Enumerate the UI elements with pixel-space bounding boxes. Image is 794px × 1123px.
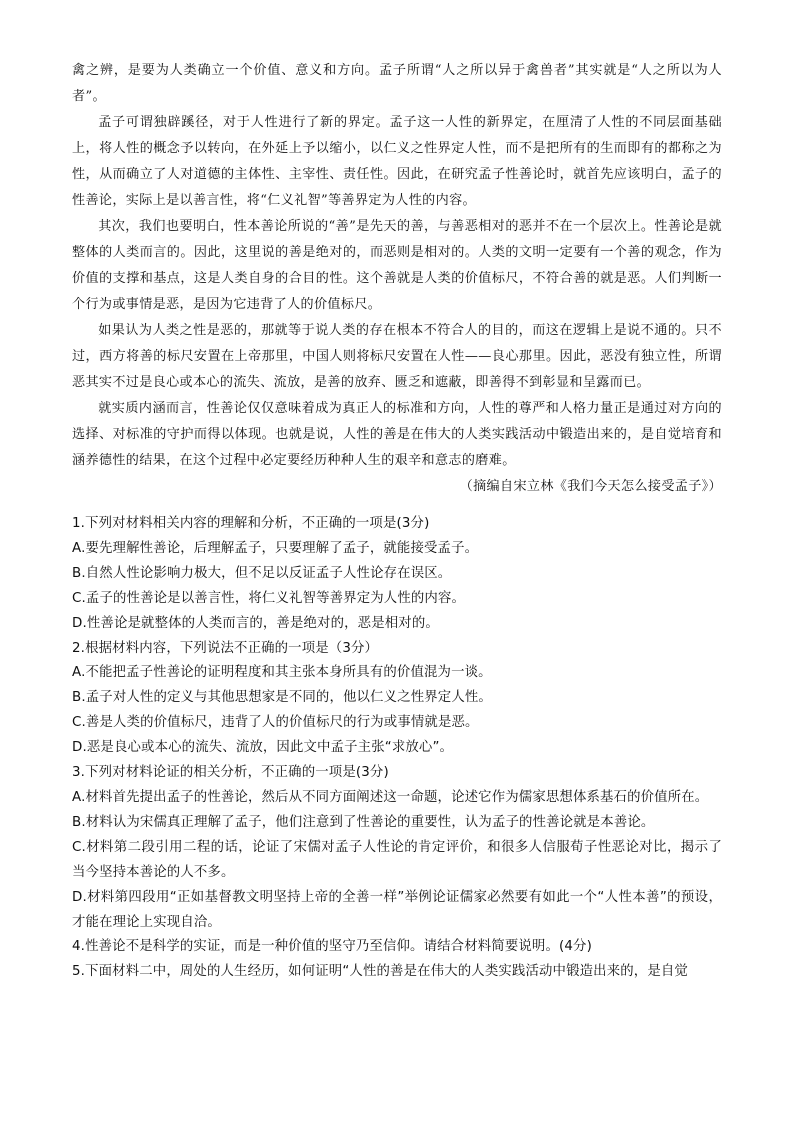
question-3-option-d: D.材料第四段用“正如基督教文明坚持上帝的全善一样”举例论证儒家必然要有如此一个“人性本善”的预设，才能在理论上实现自洽。 — [72, 889, 722, 930]
passage-source: （摘编自宋立林《我们今天怎么接受孟子》） — [459, 479, 722, 494]
passage-paragraph-4: 如果认为人类之性是恶的，那就等于说人类的存在根本不符合人的目的，而这在逻辑上是说不通的。只不过，西方将善的标尺安置在上帝那里，中国人则将标尺安置在人性——良心那里。因此，恶没有独立性，所谓恶其实不过是良心或本心的流失、流放，是善的放弃、匮乏和遮蔽，即善得不到彰显和呈露而已。 — [72, 323, 722, 390]
question-3-option-b: B.材料认为宋儒真正理解了孟子，他们注意到了性善论的重要性，认为孟子的性善论就是本善论。 — [72, 814, 655, 830]
passage-paragraph-3: 其次，我们也要明白，性本善论所说的“善”是先天的善，与善恶相对的恶并不在一个层次上。性善论是就整体的人类而言的。因此，这里说的善是绝对的，而恶则是相对的。人类的文明一定要有一个善的观念，作为价值的支撑和基点，这是人类自身的合目的性。这个善就是人类的价值标尺，不符合善的就是恶。人们判断一个行为或事情是恶，是因为它违背了人的价值标尺。 — [72, 219, 722, 312]
question-1-option-c: C.孟子的性善论是以善言性，将仁义礼智等善界定为人性的内容。 — [72, 590, 466, 606]
question-3-stem: 3.下列对材料论证的相关分析，不正确的一项是(3分) — [72, 765, 389, 781]
question-1-option-a: A.要先理解性善论，后理解孟子，只要理解了孟子，就能接受孟子。 — [72, 540, 479, 556]
reading-passage — [72, 58, 722, 500]
question-3-option-c: C.材料第二段引用二程的话，论证了宋儒对孟子人性论的肯定评价，和很多人信服荀子性恶论对比，揭示了当今坚持本善论的人不多。 — [72, 839, 722, 880]
passage-paragraph-1: 禽之辨，是要为人类确立一个价值、意义和方向。孟子所谓“人之所以异于禽兽者”其实就是“人之所以为人者”。 — [72, 63, 722, 104]
question-1-stem: 1.下列对材料相关内容的理解和分析，不正确的一项是(3分) — [72, 516, 430, 531]
question-2-option-d: D.恶是良心或本心的流失、流放，因此文中孟子主张“求放心”。 — [72, 740, 454, 756]
question-section — [72, 512, 722, 985]
passage-paragraph-5: 就实质内涵而言，性善论仅仅意味着成为真正人的标准和方向，人性的尊严和人格力量正是通过对方向的选择、对标准的守护而得以体现。也就是说，人性的善是在伟大的人类实践活动中锻造出来的，是自觉培育和涵养德性的结果，在这个过程中必定要经历种种人生的艰辛和意志的磨难。 — [72, 401, 722, 468]
question-1-option-b: B.自然人性论影响力极大，但不足以反证孟子人性论存在误区。 — [72, 565, 452, 581]
question-5-stem: 5.下面材料二中，周处的人生经历，如何证明“人性的善是在伟大的人类实践活动中锻造出来的，是自觉 — [72, 964, 688, 980]
question-1-option-d: D.性善论是就整体的人类而言的，善是绝对的，恶是相对的。 — [72, 615, 439, 631]
question-3-option-a: A.材料首先提出孟子的性善论，然后从不同方面阐述这一命题，论述它作为儒家思想体系基石的价值所在。 — [72, 789, 709, 805]
question-4-stem: 4.性善论不是科学的实证，而是一种价值的坚守乃至信仰。请结合材料简要说明。(4分) — [72, 939, 592, 955]
question-2-stem: 2.根据材料内容，下列说法不正确的一项是（3分） — [72, 640, 379, 656]
question-2-option-a: A.不能把孟子性善论的证明程度和其主张本身所具有的价值混为一谈。 — [72, 665, 492, 681]
question-2-option-c: C.善是人类的价值标尺，违背了人的价值标尺的行为或事情就是恶。 — [72, 715, 479, 731]
question-2-option-b: B.孟子对人性的定义与其他思想家是不同的，他以仁义之性界定人性。 — [72, 690, 492, 706]
passage-paragraph-2: 孟子可谓独辟蹊径，对于人性进行了新的界定。孟子这一人性的新界定，在厘清了人性的不同层面基础上，将人性的概念予以转向，在外延上予以缩小，以仁义之性界定人性，而不是把所有的生而即有的都称之为性，从而确立了人对道德的主体性、主宰性、责任性。因此，在研究孟子性善论时，就首先应该明白，孟子的性善论，实际上是以善言性，将“仁义礼智”等善界定为人性的内容。 — [72, 115, 722, 208]
